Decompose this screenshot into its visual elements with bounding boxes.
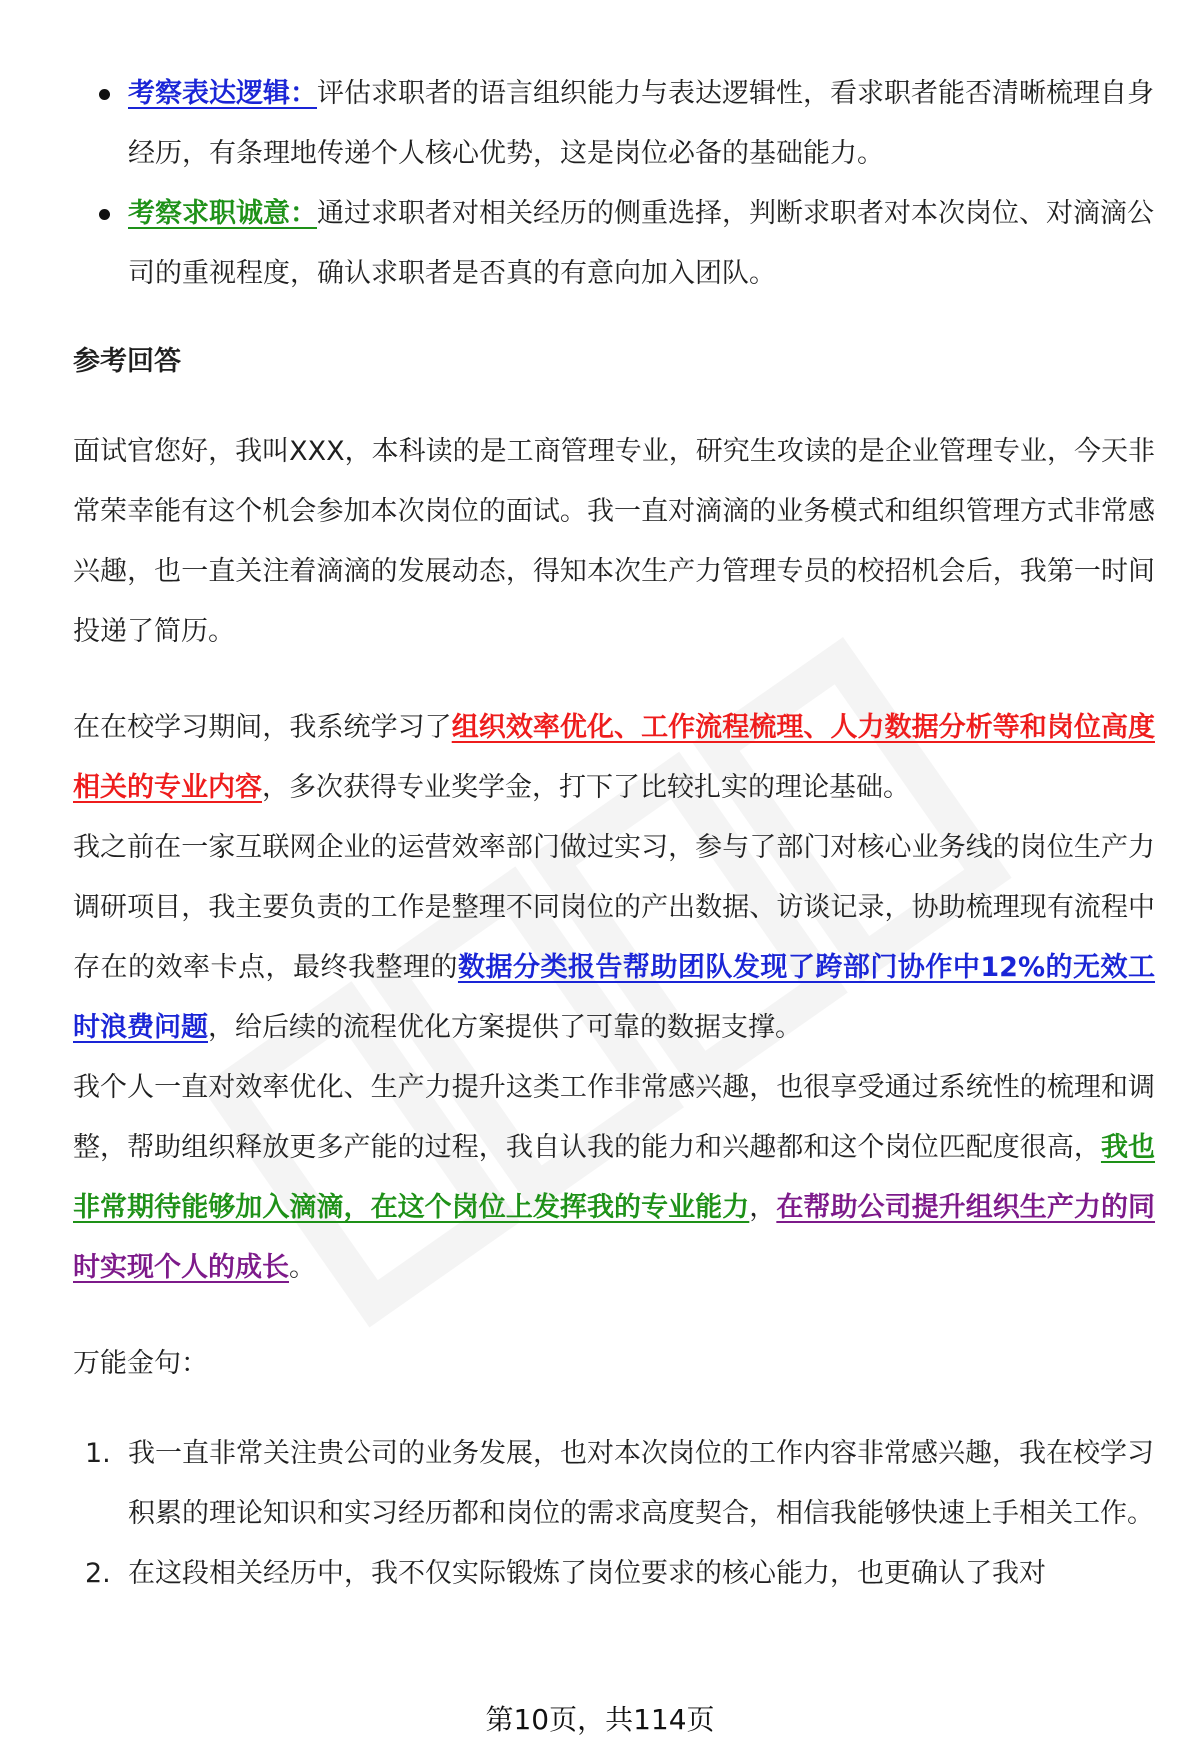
paragraph-text: 我之前在一家互联网企业的运营效率部门做过实习，参与了部门对核心业务线的岗位生产力调研项目，我主要负责的工作是整理不同岗位的产出数据、访谈记录，协助梳理现有流程中存在的效率卡点，最终我整理的 — [73, 832, 1155, 983]
highlight-purple: 在帮助公司提升组织生产力的同时实现个人的成长 — [73, 1192, 1156, 1283]
spacer — [73, 662, 1155, 698]
section-title: 参考回答 — [73, 346, 181, 377]
paragraph-internship — [73, 818, 1155, 1058]
item-number: 1. — [85, 1438, 111, 1469]
page-footer: 第10页，共114页 — [485, 1703, 715, 1736]
bullet-text: 通过求职者对相关经历的侧重选择，判断求职者对本次岗位、对滴滴公司的重视程度，确认求职者是否真的有意向加入团队。 — [128, 198, 1154, 289]
item-text: 在这段相关经历中，我不仅实际锻炼了岗位要求的核心能力，也更确认了我对 — [128, 1558, 1046, 1589]
paragraph-motivation — [73, 1058, 1155, 1298]
highlight-green: 我也非常期待能够加入滴滴，在这个岗位上发挥我的专业能力 — [73, 1132, 1156, 1223]
golden-sentence-item — [73, 1424, 1155, 1544]
spacer — [73, 1298, 1155, 1334]
paragraph-study — [73, 698, 1155, 818]
paragraph-text: 。 — [289, 1252, 316, 1283]
spacer — [73, 392, 1155, 422]
paragraph-text: ，给后续的流程优化方案提供了可靠的数据支撑。 — [208, 1012, 802, 1043]
golden-sentences-title: 万能金句： — [73, 1348, 208, 1379]
item-number: 2. — [85, 1558, 111, 1589]
highlight-blue: 数据分类报告帮助团队发现了跨部门协作中12%的无效工时浪费问题 — [73, 952, 1156, 1043]
criteria-list — [73, 64, 1155, 304]
spacer — [73, 1394, 1155, 1424]
paragraph-text: 我个人一直对效率优化、生产力提升这类工作非常感兴趣，也很享受通过系统性的梳理和调整，帮助组织释放更多产能的过程，我自认我的能力和兴趣都和这个岗位匹配度很高， — [73, 1072, 1155, 1163]
item-text: 我一直非常关注贵公司的业务发展，也对本次岗位的工作内容非常感兴趣，我在校学习积累的理论知识和实习经历都和岗位的需求高度契合，相信我能够快速上手相关工作。 — [128, 1438, 1154, 1529]
paragraph-intro: 面试官您好，我叫XXX，本科读的是工商管理专业，研究生攻读的是企业管理专业，今天非常荣幸能有这个机会参加本次岗位的面试。我一直对滴滴的业务模式和组织管理方式非常感兴趣，也一直关注着滴滴的发展动态，得知本次生产力管理专员的校招机会后，我第一时间投递了简历。 — [73, 436, 1155, 647]
golden-sentences-list — [73, 1424, 1155, 1604]
highlight-red: 组织效率优化、工作流程梳理、人力数据分析等和岗位高度相关的专业内容 — [73, 712, 1155, 803]
bullet-item — [73, 184, 1155, 304]
bullet-dot-icon — [99, 209, 110, 220]
paragraph-text: 在在校学习期间，我系统学习了 — [73, 712, 452, 743]
bullet-item — [73, 64, 1155, 184]
bullet-dot-icon — [99, 89, 110, 100]
bullet-keyword: 考察表达逻辑： — [128, 78, 317, 109]
bullet-keyword: 考察求职诚意： — [128, 198, 317, 229]
bullet-text: 评估求职者的语言组织能力与表达逻辑性，看求职者能否清晰梳理自身经历，有条理地传递个人核心优势，这是岗位必备的基础能力。 — [128, 78, 1154, 169]
paragraph-text: ， — [749, 1192, 777, 1223]
content — [73, 64, 1155, 1604]
golden-sentence-item — [73, 1544, 1155, 1604]
paragraph-text: ，多次获得专业奖学金，打下了比较扎实的理论基础。 — [262, 772, 910, 803]
